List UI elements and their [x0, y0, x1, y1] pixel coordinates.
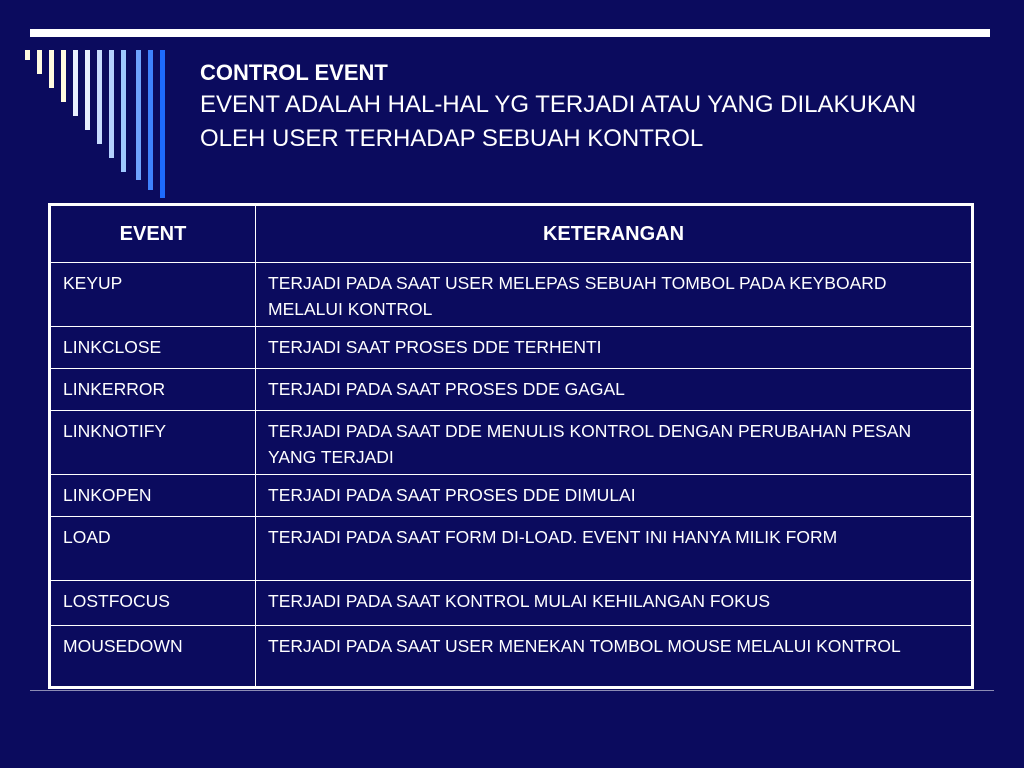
decorative-stripe [73, 50, 78, 116]
column-header-keterangan: KETERANGAN [256, 205, 973, 263]
table-row [50, 581, 973, 626]
description-cell: TERJADI PADA SAAT PROSES DDE DIMULAI [256, 475, 973, 517]
column-header-event: EVENT [50, 205, 256, 263]
decorative-stripe [49, 50, 54, 88]
table-row [50, 411, 973, 475]
event-cell: LINKERROR [50, 369, 256, 411]
description-cell: TERJADI PADA SAAT USER MELEPAS SEBUAH TOMBOL PADA KEYBOARD MELALUI KONTROL [256, 263, 973, 327]
description-cell: TERJADI PADA SAAT FORM DI-LOAD. EVENT INI HANYA MILIK FORM [256, 517, 973, 581]
event-cell: KEYUP [50, 263, 256, 327]
description-cell: TERJADI PADA SAAT DDE MENULIS KONTROL DENGAN PERUBAHAN PESAN YANG TERJADI [256, 411, 973, 475]
event-table [48, 203, 974, 689]
decorative-stripe [160, 50, 165, 198]
event-cell: LOAD [50, 517, 256, 581]
event-cell: LOSTFOCUS [50, 581, 256, 626]
decorative-stripe [97, 50, 102, 144]
event-cell: LINKCLOSE [50, 327, 256, 369]
decorative-stripe [25, 50, 30, 60]
table-header-row [50, 205, 973, 263]
decorative-stripe [109, 50, 114, 158]
decorative-stripe [121, 50, 126, 172]
table-row [50, 327, 973, 369]
bottom-decorative-rule [30, 690, 994, 691]
table-row [50, 263, 973, 327]
table-row [50, 369, 973, 411]
description-cell: TERJADI PADA SAAT KONTROL MULAI KEHILANGAN FOKUS [256, 581, 973, 626]
table-row [50, 475, 973, 517]
slide-title [200, 58, 960, 156]
event-cell: LINKOPEN [50, 475, 256, 517]
table-row [50, 517, 973, 581]
slide-title-heading: CONTROL EVENT [200, 60, 388, 85]
description-cell: TERJADI PADA SAAT PROSES DDE GAGAL [256, 369, 973, 411]
decorative-stripe [148, 50, 153, 190]
top-decorative-rule [30, 29, 990, 37]
event-cell: MOUSEDOWN [50, 626, 256, 688]
table-row [50, 626, 973, 688]
decorative-stripe [37, 50, 42, 74]
decorative-stripe [136, 50, 141, 180]
description-cell: TERJADI SAAT PROSES DDE TERHENTI [256, 327, 973, 369]
event-cell: LINKNOTIFY [50, 411, 256, 475]
decorative-stripe [61, 50, 66, 102]
decorative-stripe [85, 50, 90, 130]
description-cell: TERJADI PADA SAAT USER MENEKAN TOMBOL MOUSE MELALUI KONTROL [256, 626, 973, 688]
slide-title-subtitle: EVENT ADALAH HAL-HAL YG TERJADI ATAU YANG DILAKUKAN OLEH USER TERHADAP SEBUAH KONTROL [200, 91, 917, 152]
